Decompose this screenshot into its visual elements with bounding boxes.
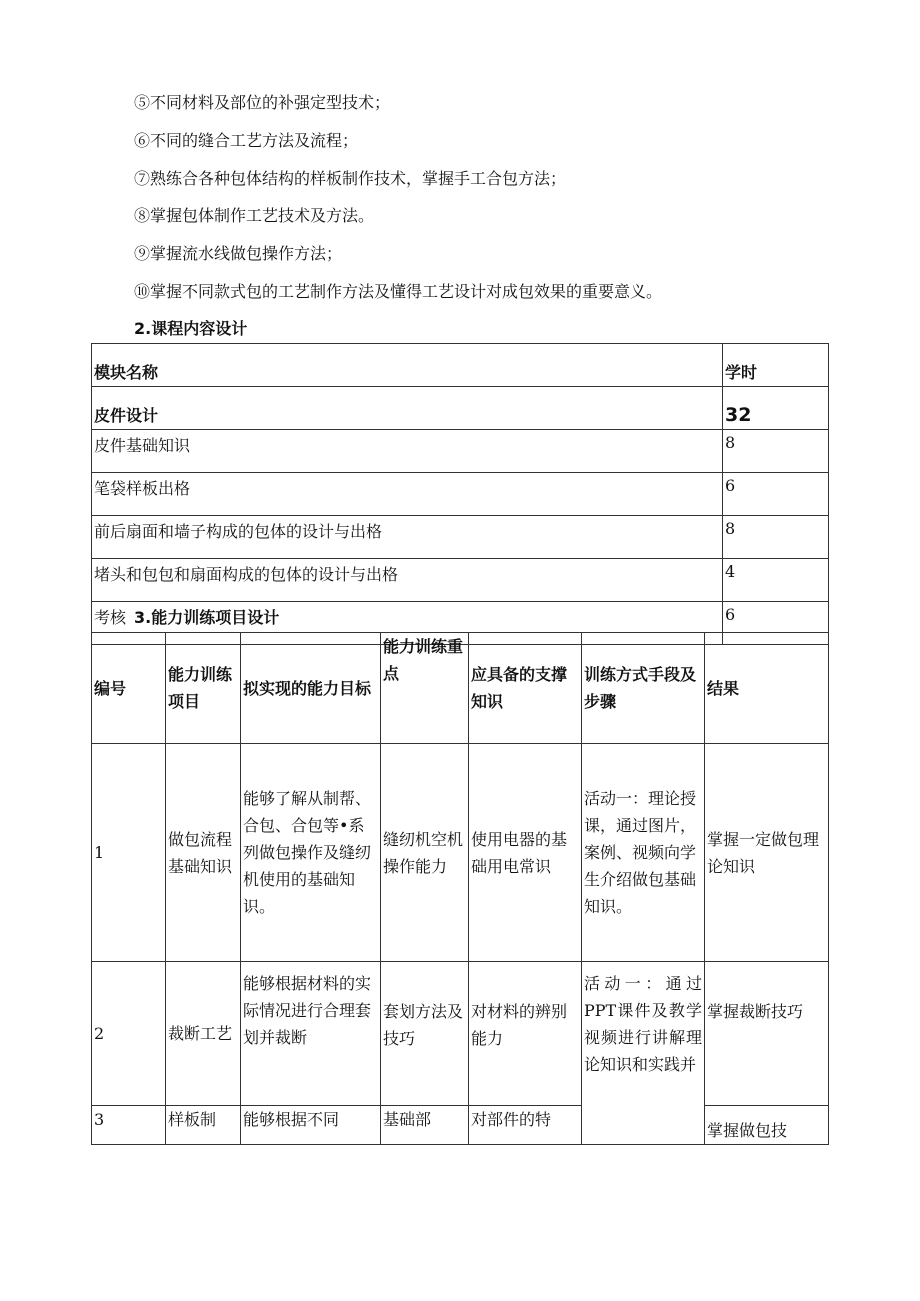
row-hours: 4 bbox=[723, 559, 829, 602]
row-goal: 能够根据材料的实际情况进行合理套划并裁断 bbox=[241, 962, 381, 1106]
table-row bbox=[92, 1106, 829, 1145]
module-hours: 32 bbox=[723, 387, 829, 430]
training-project-table bbox=[91, 632, 829, 1145]
objective-item: ⑤不同材料及部位的补强定型技术； bbox=[134, 93, 391, 112]
objective-item: ⑦熟练合各种包体结构的样板制作技术，掌握手工合包方法； bbox=[134, 169, 567, 188]
objective-item: ⑩掌握不同款式包的工艺制作方法及懂得工艺设计对成包效果的重要意义。 bbox=[134, 282, 663, 301]
row-knowledge: 对部件的特 bbox=[469, 1106, 582, 1145]
header-item: 能力训练项目 bbox=[166, 633, 241, 744]
header-method: 训练方式手段及步骤 bbox=[582, 633, 705, 744]
row-item: 做包流程基础知识 bbox=[166, 744, 241, 962]
header-no: 编号 bbox=[92, 633, 166, 744]
objective-item: ⑧掌握包体制作工艺技术及方法。 bbox=[134, 206, 375, 225]
header-hours: 学时 bbox=[723, 344, 829, 387]
section3-title: 3.能力训练项目设计 bbox=[134, 608, 280, 627]
header-module-name: 模块名称 bbox=[92, 344, 723, 387]
section2-title: 2.课程内容设计 bbox=[134, 319, 248, 338]
objective-item: ⑥不同的缝合工艺方法及流程； bbox=[134, 131, 359, 150]
row-knowledge: 使用电器的基础用电常识 bbox=[469, 744, 582, 962]
row-name: 考核 bbox=[92, 602, 723, 645]
row-item: 裁断工艺 bbox=[166, 962, 241, 1106]
table-row bbox=[92, 387, 829, 430]
objective-item: ⑨掌握流水线做包操作方法； bbox=[134, 244, 343, 263]
row-hours: 6 bbox=[723, 602, 829, 645]
table-row bbox=[92, 516, 829, 559]
table-row bbox=[92, 559, 829, 602]
row-method: 活动一：理论授课，通过图片，案例、视频向学生介绍做包基础知识。 bbox=[582, 744, 705, 962]
row-knowledge: 对材料的辨别能力 bbox=[469, 962, 582, 1106]
row-name: 笔袋样板出格 bbox=[92, 473, 723, 516]
row-result: 掌握裁断技巧 bbox=[705, 962, 829, 1106]
row-hours: 6 bbox=[723, 473, 829, 516]
table-row bbox=[92, 962, 829, 1106]
row-method: 活动一：通过PPT课件及教学视频进行讲解理论知识和实践并 bbox=[582, 962, 705, 1145]
header-focus: 能力训练重点 bbox=[381, 633, 469, 744]
table-header-row bbox=[92, 344, 829, 387]
row-no: 3 bbox=[92, 1106, 166, 1145]
row-result: 掌握做包技 bbox=[705, 1106, 829, 1145]
row-focus: 缝纫机空机操作能力 bbox=[381, 744, 469, 962]
table-header-row bbox=[92, 633, 829, 744]
table-row bbox=[92, 473, 829, 516]
row-goal: 能够了解从制帮、合包、合包等•系列做包操作及缝纫机使用的基础知识。 bbox=[241, 744, 381, 962]
row-hours: 8 bbox=[723, 430, 829, 473]
header-knowledge: 应具备的支撑知识 bbox=[469, 633, 582, 744]
row-focus: 套划方法及技巧 bbox=[381, 962, 469, 1106]
row-name: 前后扇面和墙子构成的包体的设计与出格 bbox=[92, 516, 723, 559]
row-goal: 能够根据不同 bbox=[241, 1106, 381, 1145]
table-row bbox=[92, 744, 829, 962]
header-result: 结果 bbox=[705, 633, 829, 744]
table-row bbox=[92, 430, 829, 473]
row-name: 堵头和包包和扇面构成的包体的设计与出格 bbox=[92, 559, 723, 602]
header-goal: 拟实现的能力目标 bbox=[241, 633, 381, 744]
row-result: 掌握一定做包理论知识 bbox=[705, 744, 829, 962]
row-no: 2 bbox=[92, 962, 166, 1106]
row-hours: 8 bbox=[723, 516, 829, 559]
module-name: 皮件设计 bbox=[92, 387, 723, 430]
row-focus: 基础部 bbox=[381, 1106, 469, 1145]
course-content-table bbox=[91, 343, 829, 645]
row-name: 皮件基础知识 bbox=[92, 430, 723, 473]
row-item: 样板制 bbox=[166, 1106, 241, 1145]
row-no: 1 bbox=[92, 744, 166, 962]
